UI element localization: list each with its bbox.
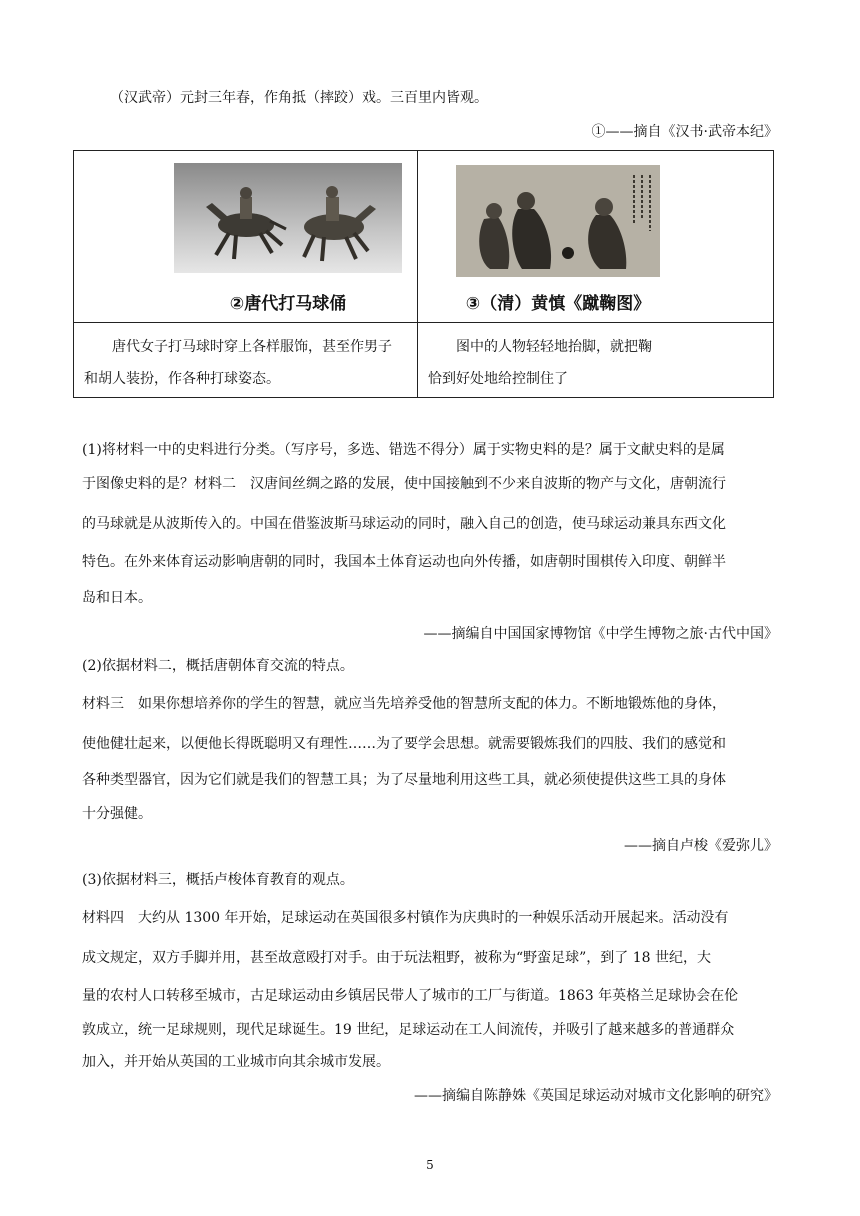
- material-4-line: 加入，并开始从英国的工业城市向其余城市发展。: [82, 1054, 390, 1070]
- material-4-line: 敦成立，统一足球规则，现代足球诞生。19 世纪，足球运动在工人间流传，并吸引了越来越多的普通群众: [82, 1022, 735, 1038]
- top-quote-source: ①——摘自《汉书·武帝本纪》: [591, 124, 778, 140]
- material-2-line: 于图像史料的是？材料二 汉唐间丝绸之路的发展，使中国接触到不少来自波斯的物产与文化，唐朝流行: [82, 476, 726, 492]
- material-2-source: ——摘编自中国国家博物馆《中学生博物之旅·古代中国》: [423, 626, 778, 642]
- material-4-line: 材料四 大约从 1300 年开始，足球运动在英国很多村镇作为庆典时的一种娱乐活动开展起来。活动没有: [82, 910, 729, 926]
- table-divider-vertical: [417, 151, 418, 397]
- material-2-line: 特色。在外来体育运动影响唐朝的同时，我国本土体育运动也向外传播，如唐朝时围棋传入印度、朝鲜半: [82, 554, 726, 570]
- material-2-line: 岛和日本。: [82, 590, 152, 606]
- cuju-description: [428, 331, 768, 395]
- cuju-painting-caption: ③（清）黄慎《蹴鞠图》: [465, 294, 651, 314]
- polo-figurine-image: [174, 163, 402, 273]
- material-3-line: 使他健壮起来，以便他长得既聪明又有理性……为了要学会思想。就需要锻炼我们的四肢、我们的感觉和: [82, 736, 726, 752]
- cuju-painting-image: [456, 165, 660, 277]
- source-table: [73, 150, 774, 398]
- material-3-line: 材料三 如果你想培养你的学生的智慧，就应当先培养受他的智慧所支配的体力。不断地锻炼他的身体，: [82, 696, 726, 712]
- polo-figurine-caption: ②唐代打马球俑: [229, 294, 347, 314]
- polo-description-line: 和胡人装扮，作各种打球姿态。: [84, 371, 280, 387]
- question-1-line: (1)将材料一中的史料进行分类。（写序号，多选、错选不得分）属于实物史料的是？属于文献史料的是属: [82, 442, 725, 458]
- material-4-line: 成文规定，双方手脚并用，甚至故意殴打对手。由于玩法粗野，被称为“野蛮足球”，到了 18 世纪，大: [82, 950, 712, 966]
- material-3-line: 十分强健。: [82, 806, 152, 822]
- page-number: 5: [426, 1158, 434, 1172]
- polo-description-line: 唐代女子打马球时穿上各样服饰，甚至作男子: [112, 339, 392, 355]
- material-3-line: 各种类型器官，因为它们就是我们的智慧工具；为了尽量地利用这些工具，就必须使提供这些工具的身体: [82, 772, 726, 788]
- material-2-line: 的马球就是从波斯传入的。中国在借鉴波斯马球运动的同时，融入自己的创造，使马球运动兼具东西文化: [82, 516, 726, 532]
- polo-description: [84, 331, 410, 395]
- cuju-description-line: 恰到好处地给控制住了: [428, 371, 568, 387]
- material-3-source: ——摘自卢梭《爱弥儿》: [624, 838, 778, 854]
- material-4-source: ——摘编自陈静姝《英国足球运动对城市文化影响的研究》: [414, 1088, 778, 1104]
- question-3: (3)依据材料三，概括卢梭体育教育的观点。: [82, 872, 354, 888]
- cuju-description-line: 图中的人物轻轻地抬脚，就把鞠: [456, 339, 652, 355]
- top-quote: （汉武帝）元封三年春，作角抵（摔跤）戏。三百里内皆观。: [110, 90, 488, 106]
- material-4-line: 量的农村人口转移至城市，古足球运动由乡镇居民带人了城市的工厂与街道。1863 年英格兰足球协会在伦: [82, 988, 739, 1004]
- table-divider-horizontal: [74, 322, 773, 323]
- question-2: (2)依据材料二，概括唐朝体育交流的特点。: [82, 658, 354, 674]
